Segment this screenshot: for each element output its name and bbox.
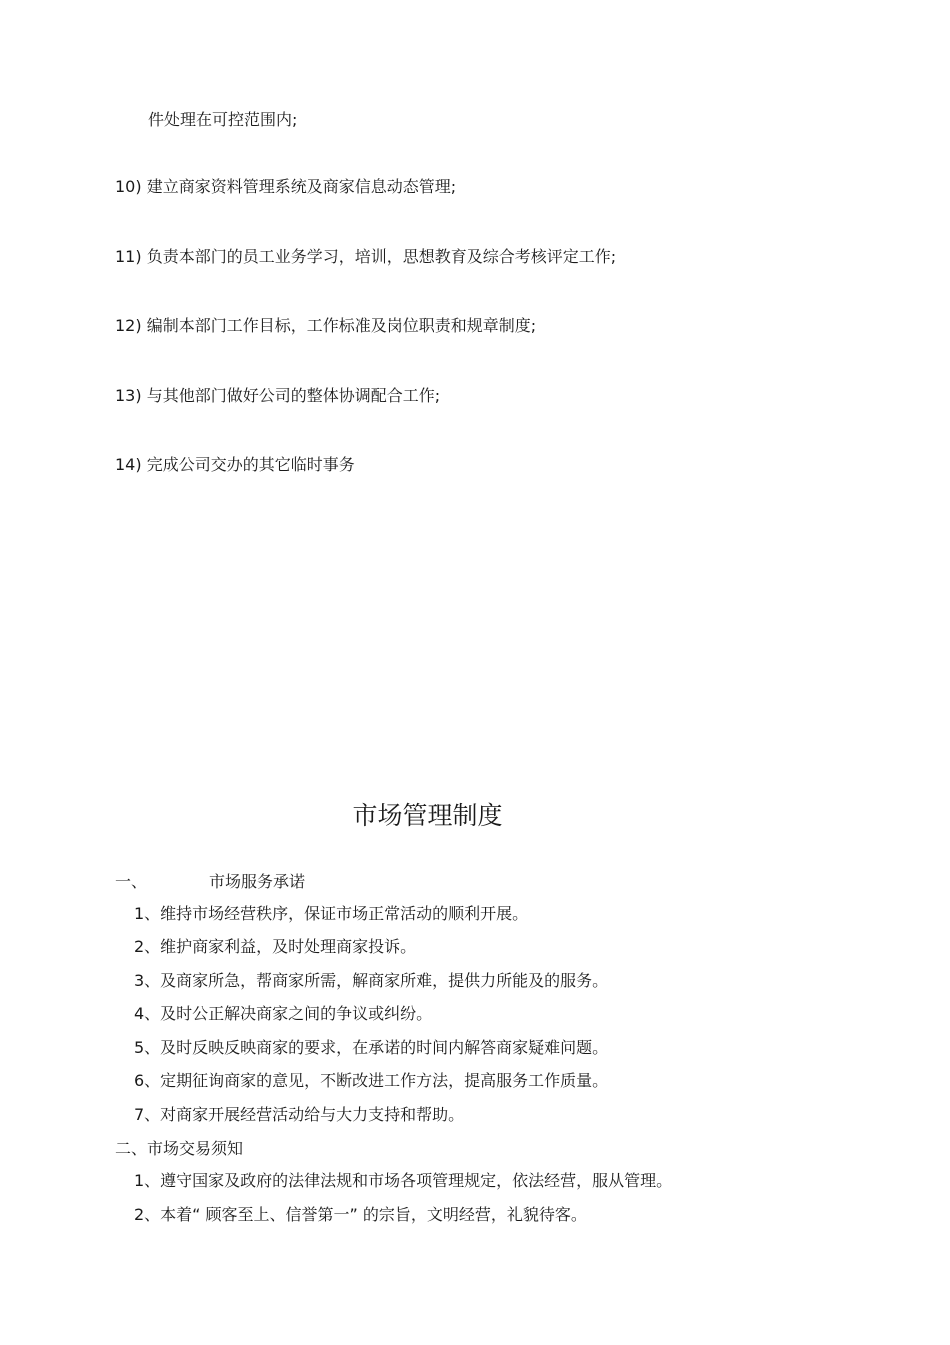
section-1-title: 市场服务承诺 — [209, 872, 306, 891]
section-1-item-4: 4、及时公正解决商家之间的争议或纠纷。 — [134, 1004, 433, 1023]
document-title: 市场管理制度 — [352, 801, 503, 830]
section-1-item-1: 1、维持市场经营秩序，保证市场正常活动的顺利开展。 — [134, 904, 529, 923]
duty-item-11: 11) 负责本部门的员工业务学习，培训，思想教育及综合考核评定工作; — [115, 247, 617, 266]
section-1-item-3: 3、及商家所急，帮商家所需，解商家所难，提供力所能及的服务。 — [134, 971, 609, 990]
section-2-item-1: 1、遵守国家及政府的法律法规和市场各项管理规定，依法经营，服从管理。 — [134, 1171, 673, 1190]
section-1-item-7: 7、对商家开展经营活动给与大力支持和帮助。 — [134, 1105, 465, 1124]
duty-item-12: 12) 编制本部门工作目标，工作标准及岗位职责和规章制度; — [115, 316, 537, 335]
section-1-item-2: 2、维护商家利益，及时处理商家投诉。 — [134, 937, 417, 956]
section-2-item-2: 2、本着“ 顾客至上、信誉第一” 的宗旨，文明经营，礼貌待客。 — [134, 1205, 587, 1224]
duty-item-13: 13) 与其他部门做好公司的整体协调配合工作; — [115, 386, 441, 405]
section-1-item-6: 6、定期征询商家的意见，不断改进工作方法，提高服务工作质量。 — [134, 1071, 609, 1090]
section-1-heading — [115, 872, 305, 892]
section-2-heading: 二、市场交易须知 — [115, 1139, 244, 1158]
section-1-item-5: 5、及时反映反映商家的要求，在承诺的时间内解答商家疑难问题。 — [134, 1038, 609, 1057]
section-1-number: 一、 — [115, 872, 148, 891]
duty-item-14: 14) 完成公司交办的其它临时事务 — [115, 455, 355, 474]
duty-item-10: 10) 建立商家资料管理系统及商家信息动态管理; — [115, 177, 457, 196]
continuation-text: 件处理在可控范围内; — [148, 110, 298, 129]
